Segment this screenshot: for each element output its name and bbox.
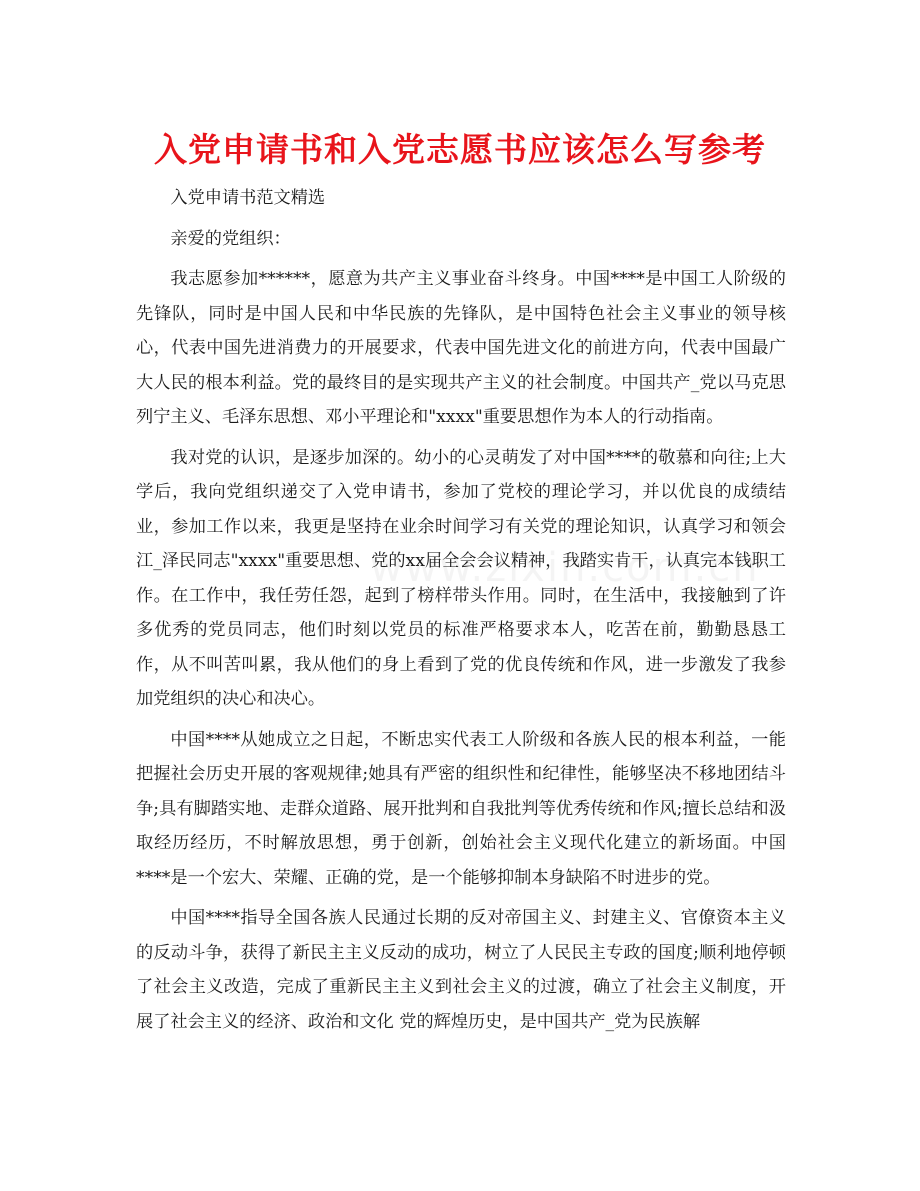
- document-title: 入党申请书和入党志愿书应该怎么写参考: [154, 130, 766, 169]
- paragraph: 中国****指导全国各族人民通过长期的反对帝国主义、封建主义、官僚资本主义的反动斗争，获得了新民主主义反动的成功，树立了人民民主专政的国度;顺利地停顿了社会主义改造，完成了重新民主主义到社会主义的过渡，确立了社会主义制度，开展了社会主义的经济、政治和文化 党的辉煌历史，是中国共产_党为民族解: [136, 908, 786, 1032]
- paragraph: 中国****从她成立之日起，不断忠实代表工人阶级和各族人民的根本利益，一能把握社会历史开展的客观规律;她具有严密的组织性和纪律性，能够坚决不移地团结斗争;具有脚踏实地、走群众道路、展开批判和自我批判等优秀传统和作风;擅长总结和汲取经历经历，不时解放思想，勇于创新，创始社会主义现代化建立的新场面。中国****是一个宏大、荣耀、正确的党，是一个能够抑制本身缺陷不时进步的党。: [136, 729, 786, 888]
- paragraph: 我对党的认识，是逐步加深的。幼小的心灵萌发了对中国****的敬慕和向往;上大学后，我向党组织递交了入党申请书，参加了党校的理论学习，并以优良的成绩结业，参加工作以来，我更是坚持在业余时间学习有关党的理论知识，认真学习和领会江_泽民同志"xxxx"重要思想、党的xx届全会会议精神，我踏实肯干，认真完本钱职工作。在工作中，我任劳任怨，起到了榜样带头作用。同时，在生活中，我接触到了许多优秀的党员同志，他们时刻以党员的标准严格要求本人，吃苦在前，勤勤恳恳工作，从不叫苦叫累，我从他们的身上看到了党的优良传统和作风，进一步激发了我参加党组织的决心和决心。: [136, 447, 786, 709]
- paragraph-subtitle: 入党申请书范文精选: [170, 188, 326, 208]
- document-body: [136, 181, 786, 1039]
- paragraph: 我志愿参加******，愿意为共产主义事业奋斗终身。中国****是中国工人阶级的先锋队，同时是中国人民和中华民族的先锋队，是中国特色社会主义事业的领导核心，代表中国先进消费力的开展要求，代表中国先进文化的前进方向，代表中国最广大人民的根本利益。党的最终目的是实现共产主义的社会制度。中国共产_党以马克思列宁主义、毛泽东思想、邓小平理论和"xxxx"重要思想作为本人的行动指南。: [136, 269, 786, 427]
- paragraph-salutation: 亲爱的党组织：: [170, 228, 291, 249]
